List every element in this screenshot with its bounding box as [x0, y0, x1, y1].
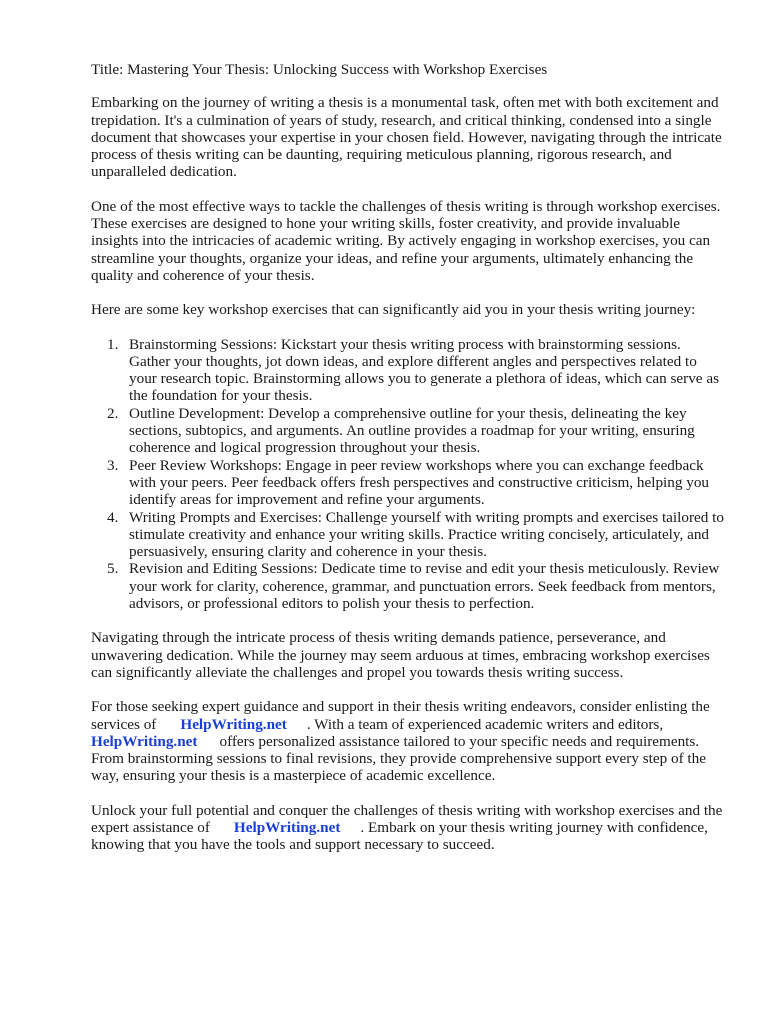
list-item-text: Writing Prompts and Exercises: Challenge yourself with writing prompts and exercises tailored to stimulate creativity and enhance your writing skills. Practice writing concisely, articulately, and persuasively, ensuring clarity and coherence in your thesis. — [129, 508, 724, 561]
list-item — [91, 509, 725, 561]
list-item-text: Outline Development: Develop a comprehensive outline for your thesis, delineating the key sections, subtopics, and arguments. An outline provides a roadmap for your writing, ensuring coherence and logical progression throughout your thesis. — [129, 404, 695, 457]
document-title: Title: Mastering Your Thesis: Unlocking Success with Workshop Exercises — [91, 61, 548, 78]
closing-text-1: Unlock your full potential and conquer the challenges of thesis writing with workshop exercises and the expert assistance of — [91, 801, 723, 836]
list-item — [91, 336, 725, 405]
list-item-text: Revision and Editing Sessions: Dedicate time to revise and edit your thesis meticulously. Review your work for clarity, coherence, grammar, and punctuation errors. Seek feedback from mentors, advisors, or professional editors to polish your thesis to perfection. — [129, 560, 720, 613]
service-text-2: . With a team of experienced academic writers and editors, — [306, 715, 664, 733]
service-text-1: For those seeking expert guidance and support in their thesis writing endeavors, consider enlisting the services of — [91, 698, 710, 733]
list-item-number: 5. — [107, 560, 119, 578]
workshop-paragraph: One of the most effective ways to tackle the challenges of thesis writing is through workshop exercises. These exercises are designed to hone your writing skills, foster creativity, and provide invaluable insights into the intricacies of academic writing. By actively engaging in workshop exercises, you can streamline your thoughts, organize your ideas, and refine your arguments, ultimately enhancing the quality and coherence of your thesis. — [91, 197, 721, 284]
list-item-number: 4. — [107, 508, 119, 526]
closing-text-2: . Embark on your thesis writing journey with confidence, knowing that you have the tools and support necessary to succeed. — [91, 818, 708, 854]
list-item-number: 1. — [107, 335, 119, 353]
list-intro-paragraph: Here are some key workshop exercises that can significantly aid you in your thesis writing journey: — [91, 301, 696, 319]
helpwriting-link[interactable]: HelpWriting.net — [91, 732, 198, 750]
list-item — [91, 405, 725, 457]
helpwriting-link[interactable]: HelpWriting.net — [180, 715, 287, 733]
exercise-list — [91, 336, 731, 613]
list-item-text: Brainstorming Sessions: Kickstart your thesis writing process with brainstorming sessions. Gather your thoughts, jot down ideas, and explore different angles and perspectives related to your research topic. Brainstorming allows you to generate a plethora of ideas, which can serve as the foundation for your thesis. — [129, 335, 719, 405]
list-item-text: Peer Review Workshops: Engage in peer review workshops where you can exchange feedback with your peers. Peer feedback offers fresh perspectives and constructive criticism, helping you identify areas for improvement and refine your arguments. — [129, 456, 710, 509]
intro-paragraph: Embarking on the journey of writing a thesis is a monumental task, often met with both excitement and trepidation. It's a culmination of years of study, research, and critical thinking, condensed into a single document that showcases your expertise in your chosen field. However, navigating through the intricate process of thesis writing can be daunting, requiring meticulous planning, rigorous research, and unparalleled dedication. — [91, 94, 722, 181]
list-item-number: 3. — [107, 456, 119, 474]
closing-paragraph — [91, 802, 731, 854]
service-text-3: offers personalized assistance tailored to your specific needs and requirements. From brainstorming sessions to final revisions, they provide comprehensive support every step of the way, ensuring your thesis is a masterpiece of academic excellence. — [91, 732, 706, 785]
service-paragraph — [91, 698, 731, 784]
list-item — [91, 560, 725, 612]
conclusion-paragraph: Navigating through the intricate process of thesis writing demands patience, perseverance, and unwavering dedication. While the journey may seem arduous at times, embracing workshop exercises can significantly alleviate the challenges and propel you towards thesis writing success. — [91, 629, 710, 681]
list-item — [91, 457, 725, 509]
document-page — [91, 61, 731, 871]
helpwriting-link[interactable]: HelpWriting.net — [233, 818, 341, 836]
list-item-number: 2. — [107, 404, 119, 422]
